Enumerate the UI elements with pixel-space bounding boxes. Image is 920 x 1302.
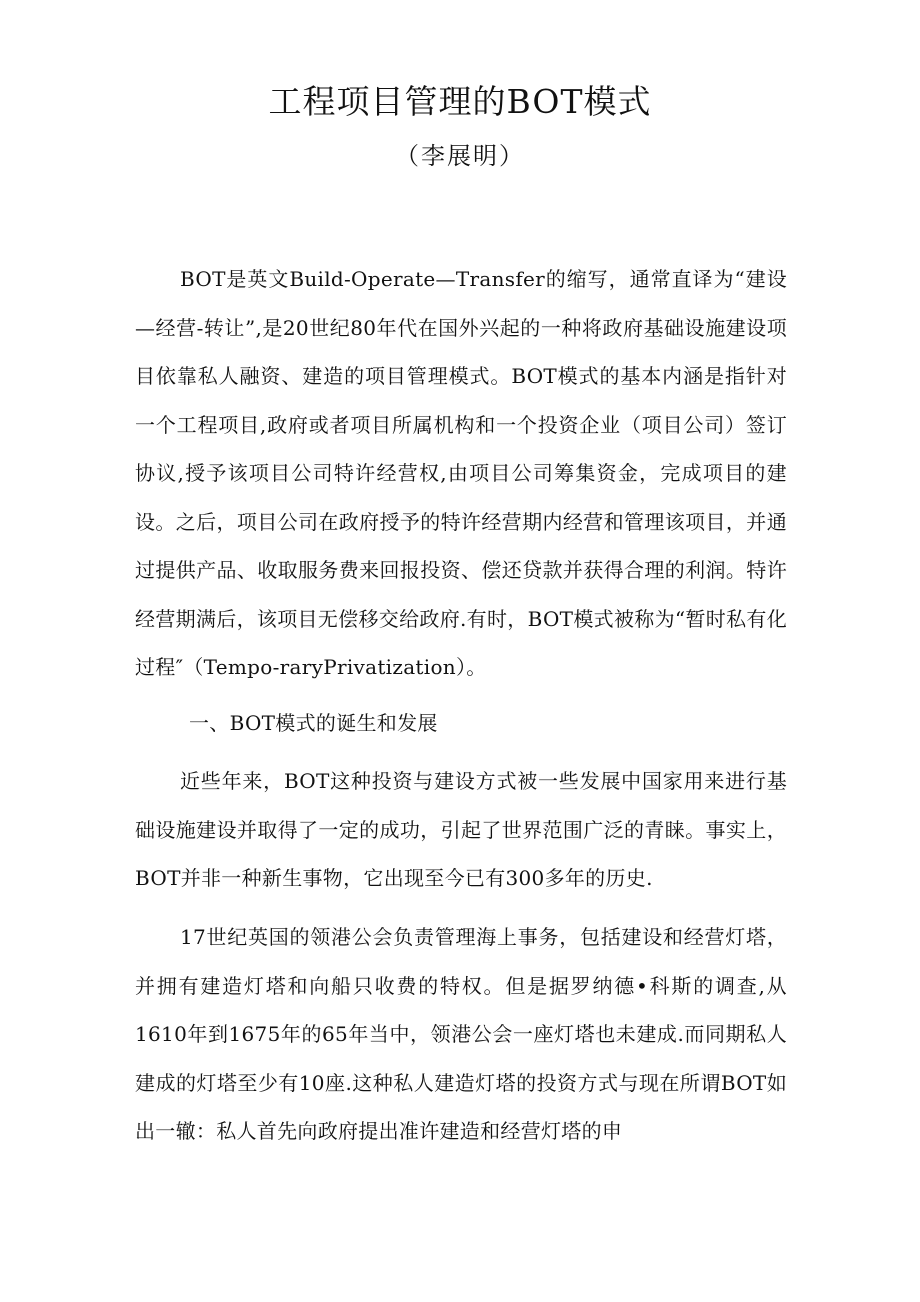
- paragraph-bot-definition: BOT是英文Build-Operate—Transfer的缩写，通常直译为“建设—经营-转让”,是20世纪80年代在国外兴起的一种将政府基础设施建设项目依靠私人融资、建造的项目管理模式。BOT模式的基本内涵是指针对一个工程项目,政府或者项目所属机构和一个投资企业（项目公司）签订协议,授予该项目公司特许经营权,由项目公司筹集资金，完成项目的建设。之后，项目公司在政府授予的特许经营期内经营和管理该项目，并通过提供产品、收取服务费来回报投资、偿还贷款并获得合理的利润。特许经营期满后，该项目无偿移交给政府.有时，BOT模式被称为“暂时私有化过程″（Tempo-raryPrivatization）。: [135, 267, 787, 679]
- paragraph-recent-years: 近些年来，BOT这种投资与建设方式被一些发展中国家用来进行基础设施建设并取得了一定的成功，引起了世界范围广泛的青睐。事实上，BOT并非一种新生事物，它出现至今已有300多年的历史.: [135, 769, 787, 890]
- document-author: （李展明）: [395, 142, 525, 170]
- section-heading: 一、BOT模式的诞生和发展: [189, 711, 438, 735]
- document-title: 工程项目管理的BOT模式: [268, 82, 652, 121]
- paragraph-history: 17世纪英国的领港公会负责管理海上事务，包括建设和经营灯塔，并拥有建造灯塔和向船只收费的特权。但是据罗纳德•科斯的调查,从1610年到1675年的65年当中，领港公会一座灯塔也未建成.而同期私人建成的灯塔至少有10座.这种私人建造灯塔的投资方式与现在所谓BOT如出一辙：私人首先向政府提出准许建造和经营灯塔的申: [135, 925, 787, 1143]
